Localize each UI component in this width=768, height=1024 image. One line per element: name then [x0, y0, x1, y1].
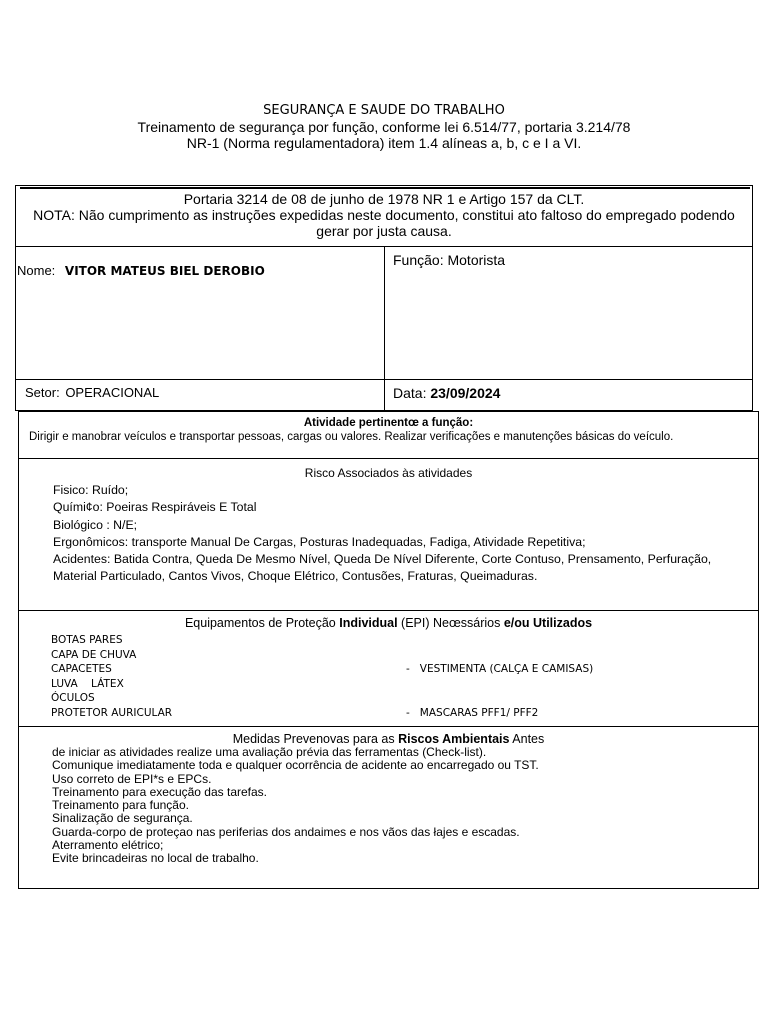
epi-title-bold: Individual	[339, 616, 398, 630]
atividade-title: Atividade pertinentœ a função:	[303, 417, 474, 429]
document-header	[0, 103, 768, 151]
funcao-field: Função: Motorista	[393, 252, 506, 268]
list-item: Acidentes: Batida Contra, Queda De Mesmo Nível, Queda De Nível Diferente, Corte Contuso, Prensamento, Perfuração, Material Particulado, Cantos Vivos, Choque Elétrico, Contusões, Fraturas, Queimaduras.	[53, 552, 712, 584]
column-divider	[384, 246, 385, 410]
data-value: 23/09/2024	[430, 385, 501, 401]
setor-label: Setor:	[25, 385, 60, 400]
header-title: SEGURANÇA E SAUDE DO TRABALHO	[263, 103, 505, 118]
medidas-title	[19, 732, 758, 746]
epi-title-pre: Equipamentos de Proteção	[184, 616, 340, 630]
riscos-section	[18, 458, 759, 611]
list-item: Aterramento elétrico;	[52, 838, 164, 853]
setor-field	[25, 385, 159, 400]
setor-value: OPERACIONAL	[65, 385, 160, 400]
list-item: CAPA DE CHUVA	[51, 648, 137, 661]
list-item: Uso correto de EPI*s e EPCs.	[52, 771, 212, 786]
header-nr1: NR-1 (Norma regulamentadora) item 1.4 alíneas a, b, c e I a VI.	[186, 135, 582, 151]
nome-value: VITOR MATEUS BIEL DEROBIO	[64, 264, 265, 278]
medidas-section	[18, 726, 759, 889]
epi-section	[18, 610, 759, 727]
epi-title	[19, 616, 758, 630]
epi-title-bold2: e/ou Utilizados	[503, 616, 593, 630]
list-item: Treinamento para função.	[52, 798, 189, 813]
list-item: Ergonômicos: transporte Manual De Cargas, Posturas Inadequadas, Fadiga, Atividade Repetitiva;	[53, 534, 586, 549]
list-item: BOTAS PARES	[51, 634, 123, 646]
list-item: - MASCARAS PFF1/ PFF2	[406, 706, 539, 719]
atividade-section	[18, 411, 759, 459]
riscos-list	[53, 482, 748, 586]
list-item: LUVA LÁTEX	[51, 677, 124, 690]
list-item: Sinalização de segurança.	[52, 811, 193, 826]
top-rule	[20, 187, 750, 189]
medidas-title-post: Antes	[509, 732, 545, 746]
list-item: - VESTIMENTA (CALÇA E CAMISAS)	[406, 663, 594, 675]
medidas-title-bold: Riscos Ambientais	[398, 732, 510, 746]
medidas-list	[52, 746, 539, 866]
list-item: PROTETOR AURICULAR	[51, 706, 173, 719]
notice-block	[16, 191, 752, 239]
list-item: Comunique imediatamente toda e qualquer ocorrência de acidente ao encarregado ou TST.	[52, 758, 539, 773]
atividade-text: Dirigir e manobrar veículos e transportar pessoas, cargas ou valores. Realizar verificações e manutenções básicas do veículo.	[29, 431, 674, 443]
list-item: Treinamento para execução das tarefas.	[52, 784, 268, 799]
list-item: de iniciar as atividades realize uma avaliação prévia das ferramentas (Check-list).	[52, 745, 487, 759]
list-item: ÓCULOS	[51, 692, 95, 704]
nome-label: Nome:	[17, 263, 56, 278]
header-subtitle: Treinamento de segurança por função, conforme lei 6.514/77, portaria 3.214/78	[137, 119, 631, 135]
data-field	[393, 385, 500, 401]
notice-nota: NOTA: Não cumprimento as instruções expedidas neste documento, constitui ato faltoso do empregado podendo gerar por justa causa.	[33, 207, 735, 239]
list-item: Quími¢o: Poeiras Respiráveis E Total	[53, 500, 257, 515]
data-label: Data:	[393, 385, 427, 401]
riscos-title: Risco Associados às atividades	[304, 466, 473, 480]
list-item: Fisico: Ruído;	[53, 483, 129, 497]
list-item: Evite brincadeiras no local de trabalho.	[52, 851, 259, 866]
list-item: CAPACETES	[51, 663, 112, 675]
employee-info-box	[15, 185, 753, 411]
notice-portaria: Portaria 3214 de 08 de junho de 1978 NR 1 e Artigo 157 da CLT.	[183, 191, 585, 207]
divider	[16, 379, 752, 380]
list-item: Biológico : N/E;	[53, 517, 138, 532]
medidas-title-pre: Medidas Prevenovas para as	[232, 732, 399, 746]
epi-list-left	[51, 633, 172, 720]
nome-field	[17, 263, 265, 278]
list-item: Guarda-corpo de proteçao nas periferias dos andaimes e nos vãos das łajes e escadas.	[52, 824, 520, 839]
epi-title-mid: (EPI) Neœssários	[397, 616, 504, 630]
